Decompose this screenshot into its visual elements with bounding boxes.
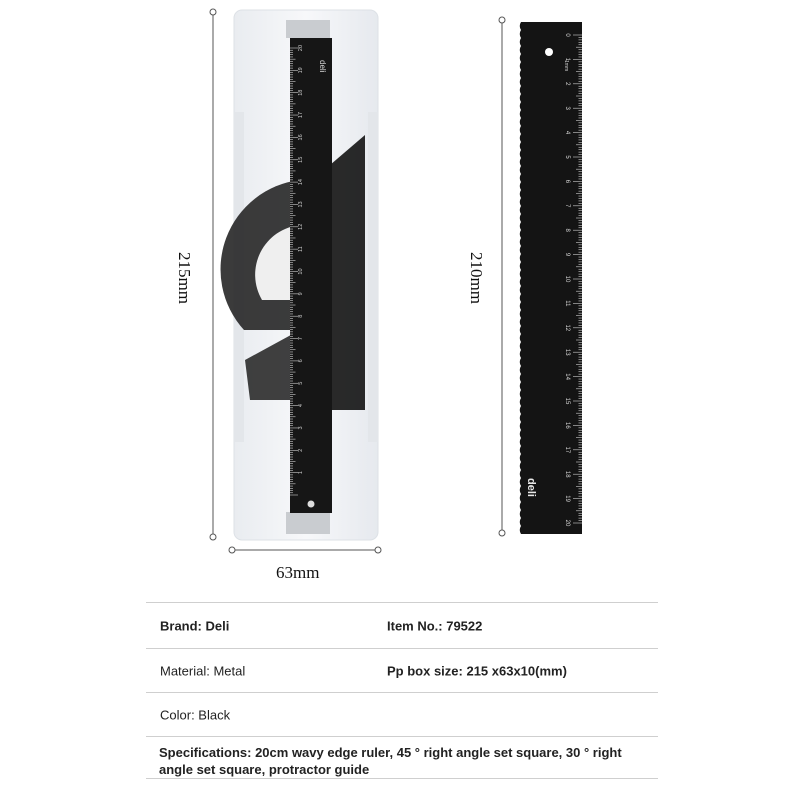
ruler-number: 16 — [564, 422, 570, 429]
spec-row-material — [146, 648, 658, 692]
box-width-dimension — [229, 547, 381, 553]
ruler-number: 17 — [564, 446, 570, 454]
ruler-number: 11 — [564, 300, 570, 307]
ruler-number: 2 — [564, 82, 570, 86]
spec-row-color — [146, 692, 658, 736]
boxed-ruler-number: 18 — [298, 89, 304, 96]
ruler-number: 10 — [564, 275, 570, 283]
ruler-number: 14 — [564, 373, 570, 380]
ruler-number: 13 — [564, 348, 570, 356]
box-size-text: Pp box size: 215 x63x10(mm) — [387, 663, 567, 678]
material-text: Material: Metal — [160, 663, 246, 678]
color-text: Color: Black — [160, 707, 231, 722]
ruler-number: 1 — [564, 57, 570, 62]
boxed-ruler-number: 16 — [298, 134, 304, 141]
boxed-ruler-number: 12 — [298, 223, 304, 230]
boxed-ruler-number: 20 — [298, 44, 304, 52]
ruler-unit-mark: 1mm — [563, 60, 569, 72]
brand-text: Brand: Deli — [160, 618, 230, 633]
ruler-number: 20 — [564, 519, 570, 527]
specifications-text: Specifications: 20cm wavy edge ruler, 45 ° right angle set square, 30 ° right angle set square, protractor guide — [159, 745, 622, 777]
boxed-ruler-number: 10 — [298, 268, 304, 275]
boxed-ruler-number: 3 — [298, 426, 304, 430]
spec-row-specifications — [146, 736, 658, 779]
set-square-45 — [330, 135, 365, 410]
boxed-ruler-number: 8 — [298, 314, 304, 318]
ruler-number: 15 — [564, 397, 570, 405]
ruler-number: 8 — [564, 228, 570, 232]
boxed-ruler-number: 17 — [298, 111, 304, 119]
protractor — [221, 180, 300, 330]
spec-row-brand — [146, 602, 658, 648]
boxed-ruler-number: 4 — [298, 404, 304, 408]
box-width-label: 63mm — [276, 563, 320, 582]
boxed-ruler-number: 13 — [298, 201, 304, 208]
boxed-ruler-number: 11 — [298, 246, 304, 253]
item-number-text: Item No.: 79522 — [387, 618, 483, 633]
box-height-label: 215mm — [174, 252, 194, 304]
ruler-brand-logo: deli — [525, 478, 537, 497]
ruler-number: 9 — [564, 252, 570, 257]
boxed-ruler-number: 9 — [298, 292, 304, 296]
ruler-number: 19 — [564, 495, 570, 502]
boxed-ruler-number: 15 — [298, 156, 304, 163]
boxed-ruler-number: 2 — [298, 448, 304, 452]
ruler-number: 6 — [564, 179, 570, 184]
ruler-height-label: 210mm — [466, 252, 486, 304]
boxed-ruler-number: 19 — [298, 67, 304, 74]
standalone-ruler — [520, 22, 582, 534]
boxed-ruler-number: 7 — [298, 337, 304, 341]
box-height-dimension — [210, 9, 216, 540]
boxed-ruler-number: 5 — [298, 381, 304, 385]
ruler-number: 12 — [564, 324, 570, 332]
ruler-number: 7 — [564, 204, 570, 208]
boxed-ruler-number: 14 — [298, 179, 304, 186]
boxed-ruler-brand: deli — [318, 60, 327, 73]
spec-table — [146, 602, 658, 779]
boxed-ruler-number: 6 — [298, 359, 304, 363]
ruler-number: 4 — [564, 130, 570, 135]
boxed-ruler — [290, 38, 332, 513]
ruler-number: 0 — [564, 33, 570, 37]
ruler-number: 5 — [564, 155, 570, 159]
boxed-ruler-number: 1 — [298, 471, 304, 475]
ruler-number: 18 — [564, 470, 570, 478]
ruler-number: 3 — [564, 106, 570, 110]
ruler-height-dimension — [499, 17, 505, 536]
